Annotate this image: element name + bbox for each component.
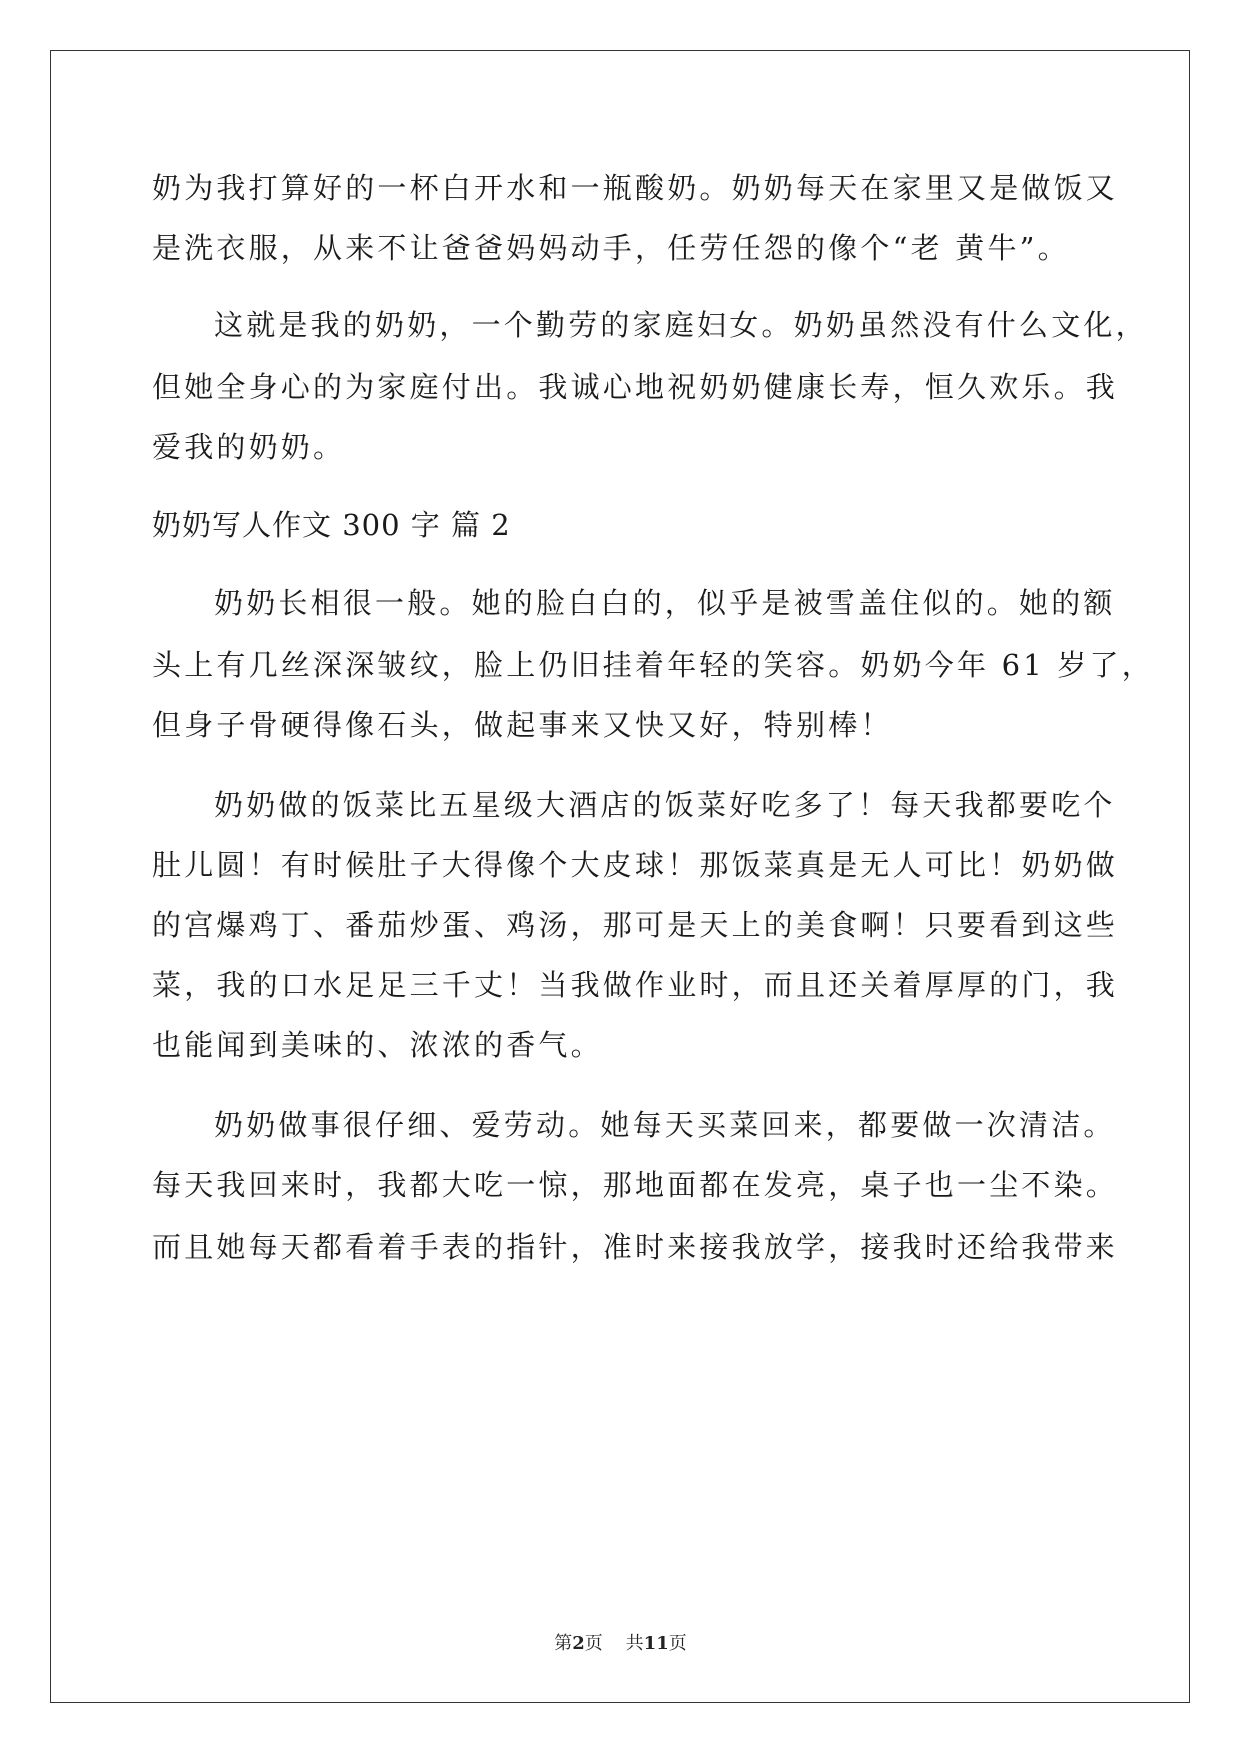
paragraph-first-line: 奶奶做的饭菜比五星级大酒店的饭菜好吃多了！每天我都要吃个 bbox=[214, 788, 1116, 822]
page-footer bbox=[0, 1632, 1241, 1656]
text-line: 而且她每天都看着手表的指针，准时来接我放学，接我时还给我带来 bbox=[152, 1230, 1119, 1264]
footer-prefix: 第 bbox=[554, 1633, 573, 1654]
text-line: 菜，我的口水足足三千丈！当我做作业时，而且还关着厚厚的门，我 bbox=[152, 968, 1119, 1002]
text-line: 但她全身心的为家庭付出。我诚心地祝奶奶健康长寿，恒久欢乐。我 bbox=[152, 370, 1119, 404]
paragraph-first-line: 奶奶长相很一般。她的脸白白的，似乎是被雪盖住似的。她的额 bbox=[214, 586, 1116, 620]
text-line: 但身子骨硬得像石头，做起事来又快又好，特别棒！ bbox=[152, 708, 893, 742]
text-line: 是洗衣服，从来不让爸爸妈妈动手，任劳任怨的像个“老 黄牛”。 bbox=[152, 231, 1070, 265]
text-line: 奶为我打算好的一杯白开水和一瓶酸奶。奶奶每天在家里又是做饭又 bbox=[152, 171, 1119, 205]
text-line: 每天我回来时，我都大吃一惊，那地面都在发亮，桌子也一尘不染。 bbox=[152, 1168, 1119, 1202]
section-heading: 奶奶写人作文 300 字 篇 2 bbox=[152, 508, 511, 542]
text-line: 也能闻到美味的、浓浓的香气。 bbox=[152, 1028, 603, 1062]
text-line: 的宫爆鸡丁、番茄炒蛋、鸡汤，那可是天上的美食啊！只要看到这些 bbox=[152, 908, 1119, 942]
text-line: 爱我的奶奶。 bbox=[152, 430, 346, 464]
paragraph-first-line: 奶奶做事很仔细、爱劳动。她每天买菜回来，都要做一次清洁。 bbox=[214, 1108, 1116, 1142]
total-pages: 11 bbox=[643, 1633, 669, 1654]
text-line: 肚儿圆！有时候肚子大得像个大皮球！那饭菜真是无人可比！奶奶做 bbox=[152, 848, 1119, 882]
footer-middle: 页 共 bbox=[584, 1633, 644, 1654]
footer-suffix: 页 bbox=[668, 1633, 687, 1654]
text-line: 头上有几丝深深皱纹，脸上仍旧挂着年轻的笑容。奶奶今年 61 岁了， bbox=[152, 648, 1154, 682]
paragraph-first-line: 这就是我的奶奶，一个勤劳的家庭妇女。奶奶虽然没有什么文化， bbox=[214, 308, 1148, 342]
page-number: 2 bbox=[572, 1633, 585, 1654]
